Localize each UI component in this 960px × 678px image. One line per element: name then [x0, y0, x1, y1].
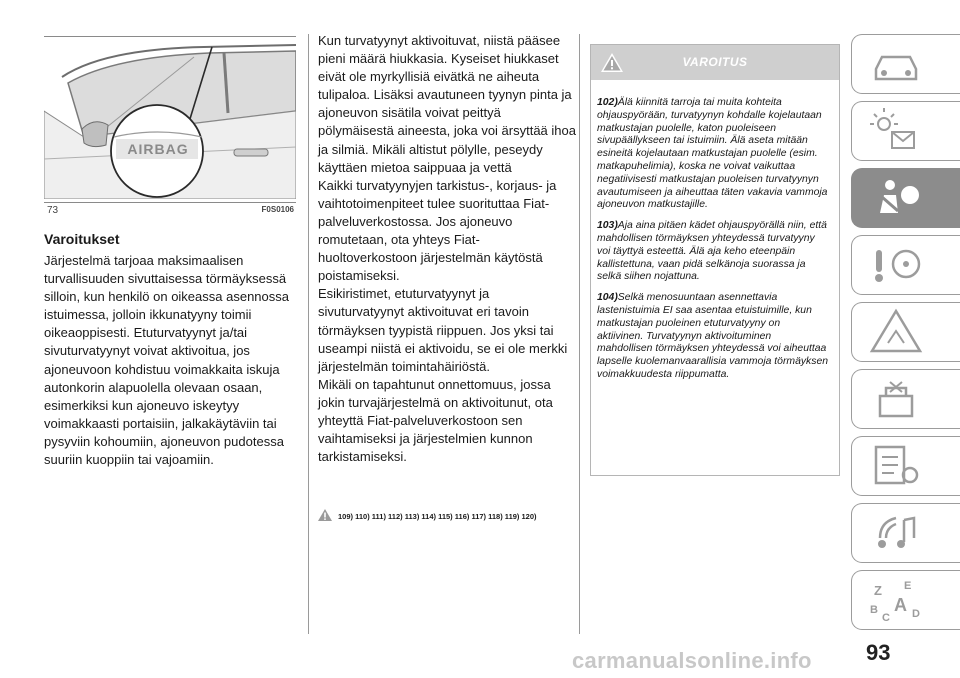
warning-item: 104)Selkä menosuuntaan asennettavia lastenistuimia EI saa asentaa etuistuimille, kun matkustajan puoleinen etuturvatyyny on aktiivinen. Turvatyynyn aktivoituminen mahdollisen törmäyksen yhteydessä voi aiheuttaa lapselle kuolemanvaarallisia vammoja törmäyksen voimakkuudesta riippumatta.	[597, 292, 829, 380]
warning-references	[318, 502, 576, 534]
technical-data-icon	[866, 441, 926, 491]
index-icon	[866, 575, 926, 625]
figure-code: F0S0106	[261, 205, 294, 214]
airbag-figure	[44, 41, 296, 199]
tab-starting[interactable]	[851, 235, 960, 295]
column-divider-1	[308, 34, 309, 634]
warning-item: 102)Älä kiinnitä tarroja tai muita kohteita ohjauspyörään, turvatyynyn kohdalle kojelautaan matkustajan puolelle, katon puoleiseen sivupäällykseen tai istuimiin. Älä aseta mitään esineitä kojelautaan matkustajan puolelle (esim. matkapuhelimia), koska ne voivat vaikuttaa negatiivisesti matkustajan puoleisen turvatyynyn avautumiseen ja aiheuttaa täten vakavia vammoja ajoneuvon matkustajille.	[597, 97, 828, 211]
svg-text:A: A	[894, 595, 907, 615]
warning-header	[591, 45, 839, 80]
section-heading: Varoitukset	[44, 231, 120, 247]
tab-emergency[interactable]	[851, 302, 960, 362]
warning-title: VAROITUS	[682, 55, 748, 69]
figure-number: 73	[47, 205, 59, 216]
key-steering-wheel-icon	[866, 240, 926, 290]
dashboard-lights-icon	[866, 106, 926, 156]
warning-box	[590, 44, 840, 476]
column1-paragraph: Järjestelmä tarjoaa maksimaalisen turvallisuuden sivuttaisessa törmäyksessä silloin, kun henkilö on oikeassa asennossa istuimessa, jolloin ikkunatyyny toimii oikeaoppisesti. Etuturvatyynyt ja/tai sivuturvatyynyt voivat aktivoitua, jos ajoneuvoon kohdistuu voimakkaita iskuja autonkorin alapuolella olevaan osaan, esimerkiksi kun ajoneuvo iskeytyy voimakkaasti portaisiin, jalkakäytäviin tai pysyviin kohoumiin, ajoneuvon pudotessa suuriin kuoppiin tai vajoamiin.	[44, 253, 289, 468]
svg-text:C: C	[882, 612, 890, 624]
paragraph-service: Kaikki turvatyynyjen tarkistus-, korjaus- ja vaihtotoimenpiteet tulee suorituttaa Fiat-palveluverkostossa. Jos ajoneuvo romutetaan, ota yhteys Fiat-huoltoverkostoon järjestelmän käytöstä poistamiseksi.	[318, 177, 557, 284]
maintenance-tools-icon	[866, 374, 926, 424]
paragraph-particles: Kun turvatyynyt aktivoituvat, niistä pääsee pieni määrä hiukkasia. Kyseiset hiukkaset eivät ole myrkyllisiä eivätkä ne aiheuta tulipaloa. Lisäksi avautuneen tyynyn pinta ja ajoneuvon sisätila voivat peittyä pölymäisestä aineesta, joka voi ärsyttää ihoa ja silmiä. Mikäli altistut pölylle, peseydy käyttäen mietoa saippuaa ja vettä	[318, 33, 576, 175]
tab-index[interactable]	[851, 570, 960, 630]
warning-triangle-icon	[318, 504, 332, 534]
page-number: 93	[866, 640, 891, 665]
warning-item: 103)Aja aina pitäen kädet ohjauspyörällä niin, että mahdollisen törmäyksen yhteydessä turvatyyny voi täyttyä esteettä. Älä aja keho eteenpäin kallistettuna, vaan pidä selkänoja suorassa ja selkä siihen nojattuna.	[597, 220, 827, 283]
watermark: carmanualsonline.info	[572, 648, 812, 673]
reference-list: 109) 110) 111) 112) 113) 114) 115) 116) 117) 118) 119) 120)	[338, 512, 537, 521]
top-rule	[44, 36, 296, 37]
tab-maintenance[interactable]	[851, 369, 960, 429]
svg-text:B: B	[870, 604, 878, 616]
paragraph-pretensioners: Esikiristimet, etuturvatyynyt ja sivuturvatyynyt aktivoituvat eri tavoin törmäyksen tyypistä riippuen. Jos yksi tai useampi niistä ei aktivoidu, se ei ole merkki järjestelmän toimintahäiriöstä.	[318, 286, 568, 374]
svg-text:D: D	[912, 608, 920, 620]
svg-text:Z: Z	[874, 583, 882, 598]
seatbelt-airbag-icon	[866, 173, 926, 223]
car-icon	[866, 39, 926, 89]
paragraph-accident: Mikäli on tapahtunut onnettomuus, jossa jokin turvajärjestelmä on aktivoitunut, ota yhteyttä Fiat-palveluverkostoon sen vaihtamiseksi ja järjestelmien kunnon tarkistamiseksi.	[318, 376, 553, 465]
column-divider-2	[579, 34, 580, 634]
airbag-badge-label: AIRBAG	[127, 141, 189, 157]
tab-multimedia[interactable]	[851, 503, 960, 563]
warning-triangle-icon	[866, 307, 926, 357]
tab-safety[interactable]	[851, 168, 960, 228]
column2-text	[318, 32, 578, 466]
multimedia-icon	[866, 508, 926, 558]
tab-car[interactable]	[851, 34, 960, 94]
tab-dashboard[interactable]	[851, 101, 960, 161]
warning-body	[597, 97, 829, 390]
tab-technical-data[interactable]	[851, 436, 960, 496]
svg-text:E: E	[904, 580, 912, 592]
figure-rule	[44, 202, 296, 203]
